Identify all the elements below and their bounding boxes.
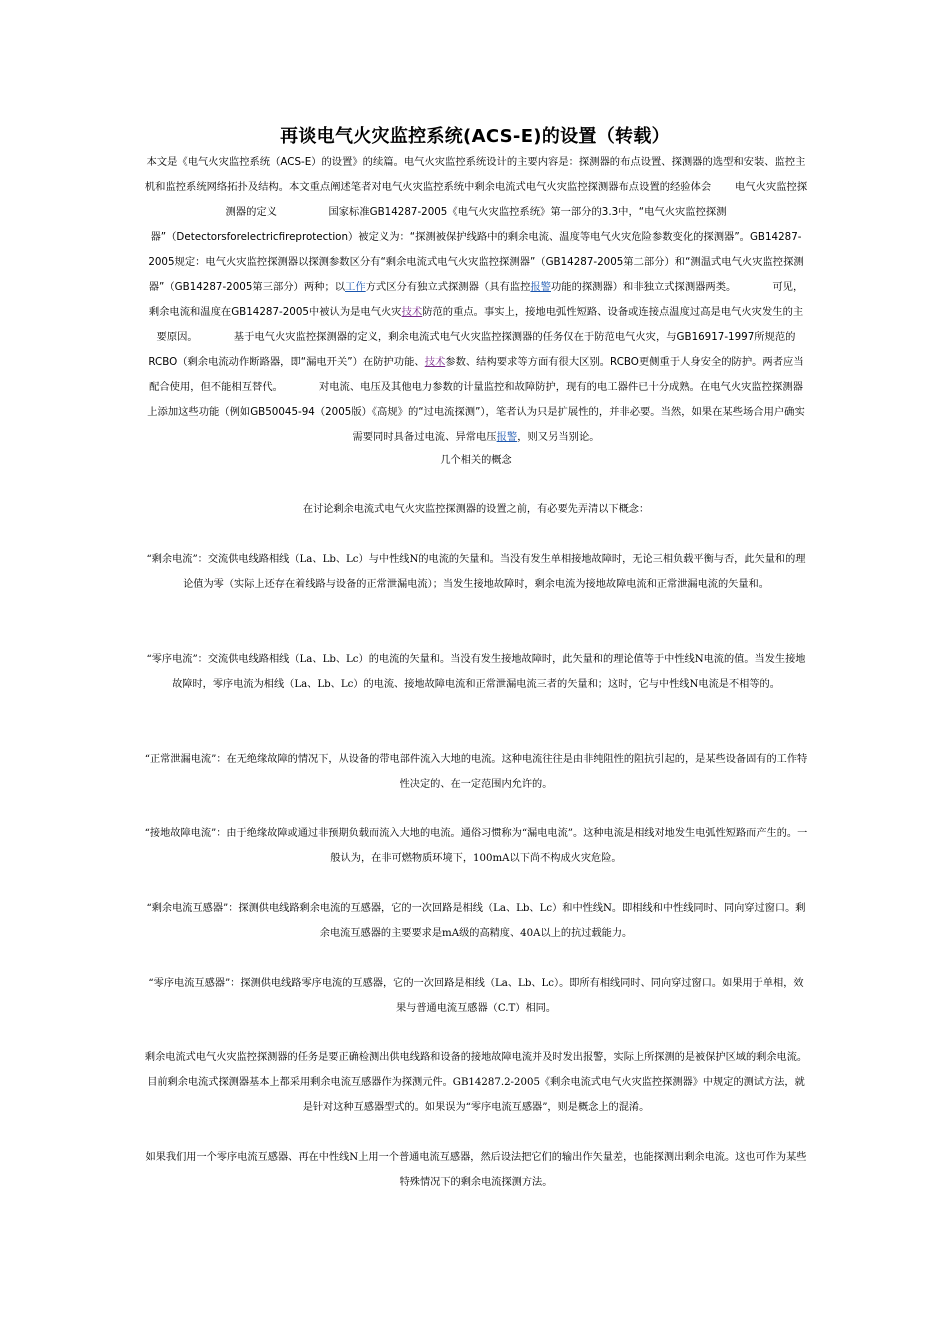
definition-residual-current: “剩余电流”：交流供电线路相线（La、Lb、Lc）与中性线N的电流的矢量和。当没有发生单相接地故障时，无论三相负载平衡与否，此矢量和的理论值为零（实际上还存在着线路与设备的正常泄漏电流）；当发生接地故障时，剩余电流为接地故障电流和正常泄漏电流的矢量和。 xyxy=(146,554,806,590)
link-alarm[interactable]: 报警 xyxy=(530,281,551,293)
document-title: 再谈电气火灾监控系统(ACS-E)的设置（转载） xyxy=(280,126,670,147)
concepts-lead-paragraph: 在讨论剩余电流式电气火灾监控探测器的设置之前，有必要先弄清以下概念： xyxy=(302,504,650,515)
intro-text-3: 方式区分有独立式探测器（具有监控 xyxy=(365,281,531,293)
definition-residual-current-transformer: “剩余电流互感器”：探测供电线路剩余电流的互感器，它的一次回路是相线（La、Lb、Lc）和中性线N。即相线和中性线同时、同向穿过窗口。剩余电流互感器的主要要求是mA级的高精度、40A以上的抗过载能力。 xyxy=(146,903,806,939)
intro-text-2: 电气火灾监控探测器的定义 国家标准GB14287-2005《电气火灾监控系统》第一部分的3.3中，“电气火灾监控探测器”（Detectorsforelectricfireprotection）被定义为：“探测被保护线路中的剩余电流、温度等电气火灾危险参数变化的探测器”。GB14287-2005规定：电气火灾监控探测器以探测参数区分有“剩余电流式电气火灾监控探测器”（GB14287-2005第二部分）和“测温式电气火灾监控探测器”（GB14287-2005第三部分）两种；以 xyxy=(148,181,808,293)
link-work[interactable]: 工作 xyxy=(345,281,366,293)
link-technology[interactable]: 技术 xyxy=(401,306,423,318)
definition-zero-sequence-current: “零序电流”：交流供电线路相线（La、Lb、Lc）的电流的矢量和。当没有发生接地故障时，此矢量和的理论值等于中性线N电流的值。当发生接地故障时，零序电流为相线（La、Lb、Lc）的电流、接地故障电流和正常泄漏电流三者的矢量和；这时，它与中性线N电流是不相等的。 xyxy=(146,654,806,690)
link-alarm-2[interactable]: 报警 xyxy=(496,431,518,443)
intro-text-5: 防范的重点。事实上，接地电弧性短路、设备或连接点温度过高是电气火灾发生的主要原因。 基于电气火灾监控探测器的定义，剩余电流式电气火灾监控探测器的任务仅在于防范电气火灾，与GB16917-1997所规范的RCBO（剩余电流动作断路器，即“漏电开关”）在防护功能、 xyxy=(148,306,804,368)
link-technology-2[interactable]: 技术 xyxy=(424,356,446,368)
definition-leakage-current: “正常泄漏电流”：在无绝缘故障的情况下，从设备的带电部件流入大地的电流。这种电流往往是由非纯阻性的阻抗引起的，是某些设备固有的工作特性决定的、在一定范围内允许的。 xyxy=(144,754,808,790)
definition-zero-sequence-transformer: “零序电流互感器”：探测供电线路零序电流的互感器，它的一次回路是相线（La、Lb、Lc）。即所有相线同时、同向穿过窗口。如果用于单相，效果与普通电流互感器（C.T）相同。 xyxy=(148,978,804,1014)
body-paragraph-detector-task: 剩余电流式电气火灾监控探测器的任务是要正确检测出供电线路和设备的接地故障电流并及时发出报警，实际上所探测的是被保护区域的剩余电流。目前剩余电流式探测器基本上都采用剩余电流互感器作为探测元件。GB14287.2-2005《剩余电流式电气火灾监控探测器》中规定的测试方法，就是针对这种互感器型式的。如果误为“零序电流互感器”，则是概念上的混淆。 xyxy=(144,1052,808,1113)
section-heading-concepts: 几个相关的概念 xyxy=(440,455,512,466)
intro-text-1: 本文是《电气火灾监控系统（ACS-E）的设置》的续篇。电气火灾监控系统设计的主要内容是：探测器的布点设置、探测器的选型和安装、监控主机和监控系统网络拓扑及结构。本文重点阐述笔者对电气火灾监控系统中剩余电流式电气火灾监控探测器布点设置的经验体会 xyxy=(144,156,806,193)
intro-text-6: 参数、结构要求等方面有很大区别。RCBO更侧重于人身安全的防护。两者应当配合使用，但不能相互替代。 对电流、电压及其他电力参数的计量监控和故障防护，现有的电工器件已十分成熟。在电气火灾监控探测器上添加这些功能（例如GB50045-94（2005版）《高规》的“过电流探测”），笔者认为只是扩展性的，并非必要。当然，如果在某些场合用户确实需要同时具备过电流、异常电压 xyxy=(147,356,805,443)
definition-ground-fault-current: “接地故障电流”：由于绝缘故障或通过非预期负载而流入大地的电流。通俗习惯称为“漏电电流”。这种电流是相线对地发生电弧性短路而产生的。一般认为，在非可燃物质环境下，100mA以下尚不构成火灾危险。 xyxy=(144,828,808,864)
intro-text-4: 功能的探测器）和非独立式探测器两类。 可见，剩余电流和温度在GB14287-2005中被认为是电气火灾 xyxy=(148,281,804,318)
body-paragraph-alternative-method: 如果我们用一个零序电流互感器、再在中性线N上用一个普通电流互感器，然后设法把它们的输出作矢量差，也能探测出剩余电流。这也可作为某些特殊情况下的剩余电流探测方法。 xyxy=(145,1152,807,1188)
intro-paragraph xyxy=(144,150,808,450)
intro-text-7: ，则又另当别论。 xyxy=(517,431,600,443)
